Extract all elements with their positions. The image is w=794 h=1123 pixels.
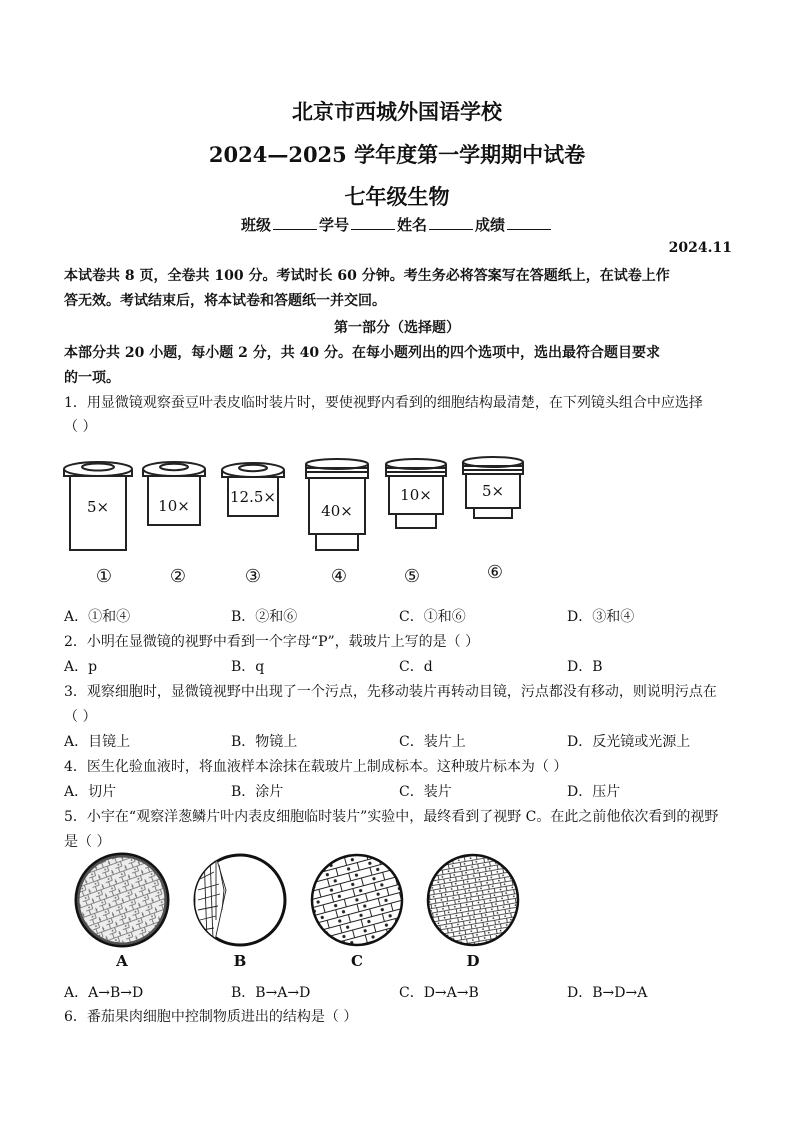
q1-option-b[interactable]: B．②和⑥ <box>231 609 298 625</box>
student-info-fields <box>0 214 794 235</box>
q5-option-d[interactable]: D．B→D→A <box>567 985 648 1001</box>
field-name: 姓名 <box>397 216 428 234</box>
school-title: 北京市西城外国语学校 <box>292 99 502 124</box>
exam-term-title: 2024—2025 学年度第一学期期中试卷 <box>208 142 586 167</box>
instructions-line-1: 本试卷共 8 页，全卷共 100 分。考试时长 60 分钟。考生务必将答案写在答题纸上，在试卷上作 <box>64 268 670 284</box>
lens-3-label: 12.5× <box>230 488 276 506</box>
q3-stem-line-1: 3．观察细胞时，显微镜视野中出现了一个污点，先移动装片再转动目镜，污点都没有移动，则说明污点在 <box>64 684 717 700</box>
lens-2-label: 10× <box>158 497 190 515</box>
q2-option-a[interactable]: A．p <box>64 659 98 675</box>
field-class: 班级 <box>240 216 271 234</box>
lens-4-label: 40× <box>321 502 353 520</box>
q1-option-a[interactable]: A．①和④ <box>64 609 131 625</box>
q5-option-b[interactable]: B．B→A→D <box>231 985 311 1001</box>
field-student-id: 学号 <box>318 216 349 234</box>
q1-lens-figure <box>60 452 540 592</box>
lens-5-number: ⑤ <box>403 566 421 587</box>
part1-desc-line-2: 的一项。 <box>64 370 120 386</box>
q5-option-c[interactable]: C．D→A→B <box>399 985 479 1001</box>
q2-stem: 2．小明在显微镜的视野中看到一个字母“P”，载玻片上写的是（ ） <box>64 634 480 650</box>
lens-1-number: ① <box>95 566 113 587</box>
part1-title: 第一部分（选择题） <box>334 320 460 336</box>
lens-1-label: 5× <box>86 498 110 516</box>
view-a-image <box>77 855 167 945</box>
instructions-line-2: 答无效。考试结束后，将本试卷和答题纸一并交回。 <box>64 293 386 309</box>
q4-option-c[interactable]: C．装片 <box>399 784 452 800</box>
q5-stem-line-2: 是（ ） <box>64 834 111 850</box>
q6-stem: 6．番茄果肉细胞中控制物质进出的结构是（ ） <box>64 1009 358 1025</box>
q5-microscope-views-figure <box>64 850 544 975</box>
view-d-image <box>428 855 518 945</box>
q1-stem-line-2: （ ） <box>64 419 97 435</box>
q1-option-c[interactable]: C．①和⑥ <box>399 609 466 625</box>
student-id-blank[interactable] <box>351 215 395 230</box>
lens-6-number: ⑥ <box>486 562 504 583</box>
q5-option-a[interactable]: A．A→B→D <box>64 985 144 1001</box>
q3-option-d[interactable]: D．反光镜或光源上 <box>567 734 691 750</box>
view-a-label: A <box>116 952 128 970</box>
q4-option-a[interactable]: A．切片 <box>64 784 117 800</box>
view-c-image <box>312 855 402 945</box>
class-blank[interactable] <box>273 215 317 230</box>
q4-stem: 4．医生化验血液时，将血液样本涂抹在载玻片上制成标本。这种玻片标本为（ ） <box>64 759 568 775</box>
q3-stem-line-2: （ ） <box>64 709 97 725</box>
name-blank[interactable] <box>429 215 473 230</box>
q2-option-b[interactable]: B．q <box>231 659 265 675</box>
q4-option-d[interactable]: D．压片 <box>567 784 621 800</box>
q1-option-d[interactable]: D．③和④ <box>567 609 635 625</box>
view-c-label: C <box>351 952 363 970</box>
lens-3-number: ③ <box>244 566 262 587</box>
field-score: 成绩 <box>475 216 506 234</box>
q3-option-a[interactable]: A．目镜上 <box>64 734 131 750</box>
view-b-label: B <box>233 952 247 970</box>
part1-desc-line-1: 本部分共 20 小题，每小题 2 分，共 40 分。在每小题列出的四个选项中，选出最符合题目要求 <box>64 345 660 361</box>
eyepiece-2 <box>143 462 205 525</box>
q3-option-c[interactable]: C．装片上 <box>399 734 466 750</box>
q2-option-c[interactable]: C．d <box>399 659 433 675</box>
q4-option-b[interactable]: B．涂片 <box>231 784 284 800</box>
lens-4-number: ④ <box>330 566 348 587</box>
q3-option-b[interactable]: B．物镜上 <box>231 734 298 750</box>
exam-date: 2024.11 <box>668 240 732 256</box>
lens-5-label: 10× <box>400 486 432 504</box>
q5-stem-line-1: 5．小宇在“观察洋葱鳞片叶内表皮细胞临时装片”实验中，最终看到了视野 C。在此之前他依次看到的视野 <box>64 809 719 825</box>
view-b-image <box>195 850 285 945</box>
lens-2-number: ② <box>169 566 187 587</box>
view-d-label: D <box>466 952 480 970</box>
subject-title: 七年级生物 <box>344 184 450 209</box>
lens-6-label: 5× <box>481 482 505 500</box>
q1-stem-line-1: 1．用显微镜观察蚕豆叶表皮临时装片时，要使视野内看到的细胞结构最清楚，在下列镜头组合中应选择 <box>64 395 703 411</box>
score-blank[interactable] <box>507 215 551 230</box>
q2-option-d[interactable]: D．B <box>567 659 603 675</box>
